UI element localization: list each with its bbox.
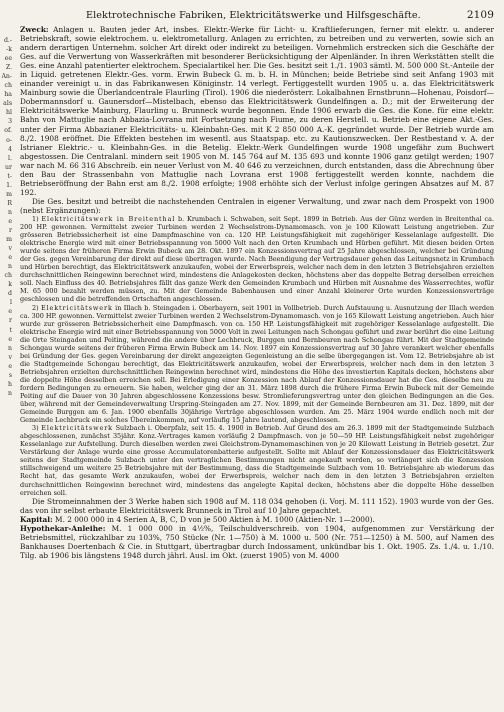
margin-fragment: t- xyxy=(7,172,12,180)
margin-fragment: R xyxy=(7,199,12,207)
margin-fragment: ch xyxy=(4,272,12,280)
centrals-intro: Die Ges. besitzt und betreibt die nachstehenden Centralen in eigener Verwaltung, und zwar nach dem Prospekt von 1900 (nebst Ergänzungen): xyxy=(20,196,494,215)
margin-fragment: 4 xyxy=(8,145,12,153)
margin-fragment: r xyxy=(9,226,12,234)
central-item-3-number: 3) xyxy=(32,424,39,433)
central-item-2-name: Elektricitätswerk xyxy=(40,303,113,312)
margin-fragment: ee xyxy=(4,55,12,63)
margin-fragment: e xyxy=(8,254,12,262)
page-number: 2109 xyxy=(466,9,494,21)
margin-fragment: 3 xyxy=(8,118,12,126)
margin-fragment: n xyxy=(8,389,12,397)
margin-fragment: d.- xyxy=(3,37,12,44)
central-item-2-number: 2) xyxy=(32,303,39,312)
central-item-1-text: b. Krumbach i. Schwaben, seit Sept. 1899 in Betrieb. Aus der Günz werden in Breitenthal ca. 200 HP. gewonnen. Vermittelst zweier Turbinen werden 2 Wechselstrom-Dynamomasch. von je 100 Kilowatt Leistung angetrieben. Zur grösseren Betriebssicherheit ist eine Dampfmaschine von ca. 120 HP. Leistungsfähigkeit mit zugehöriger Kesselanlage aufgestellt. Die elektrische Energie wird mit einer Betriebsspannung von 5000 Volt nach den Orten Krumbach und Hürben geführt. Mit diesen beiden Orten wurde seitens der früheren Firma Erwin Bubeck am 28. Okt. 1897 ein Konzessionsvertrag auf 25 Jahre abgeschlossen, welcher bei Gründung der Ges. gegen Vereinbarung der direkt auf diese übertragen wurde. Nach Beendigung der Vertragsdauer gehen das Leitungsnetz in Krumbach und Hürben berechtigt, das Elektricitätswerk anzukaufen, wobei der Erwerbspreis, welcher nach dem in den letzten 3 Betriebsjahren erzielten durchschnittlichen Reingewinn berechnet wird, mindestens die Anlagekosten decken, höchstens aber das doppelte Betrag derselben erreichen soll. Nach Einfluss des 40. Betriebsjahres fällt das ganze Werk den Gemeinden Krumbach und Hürben mit Ausnahme des Wasserrechtes, wofür M. 65 000 bezahlt werden müssen, zu. Mit der Gemeinde Babenhausen und einer Anzahl kleinerer Orte wurden Konzessionsverträge geschlossen und die betreffenden Ortschaften angeschlossen. xyxy=(20,214,494,304)
zweck-text: Anlagen u. Bauten jeder Art, insbes. Elektr.-Werke für Licht- u. Kraftlieferungen, ferner mit elektr. u. anderer Betriebskraft, sowie elektrochem. u. elektrometallurg. Anlagen zu errichten, zu betreiben und zu verwerten, sowie sich an andern derartigen Unternehm. solcher Art direkt oder indirekt zu beteiligen. Vornehmlich erstrecken sich die Geschäfte der Ges. auf die Verwertung von Wasserkräften mit besonderer Berücksichtigung der Alpenländer. In ihren Werkstätten stellt die Ges. eine Anzahl patentierter elektrochem. Specialartikel her. Die Ges. besitzt seit 1./1. 1903 sämtl. M. 500 000 St.-Anteile der in Liquid. getretenen Elektr.-Ges. vorm. Erwin Bubeck G. m. b. H. in München; beide Betriebe sind seit Anfang 1903 mit einander vereinigt u. in das Fabrikanwesen Königinstr. 14 verlegt. Fertiggestellt wurden 1905 u. a. das Elektricitätswerk Mainburg sowie die Überlandcentrale Flaurling (Tirol). 1906 die niederösterr. Lokalbahnen Ernstbrunn—Hohenau, Poisdorf—Dobermannsdorf u. Gaunersdorf—Mistelbach, ebenso das Elektricitätswerk Gundelfingen a. D.; mit der Erweiterung der Elektricitätswerke Mainburg, Flaurling u. Brunneck wurde begonnen. Ende 1906 erwarb die Ges. die Kone. für eine elektr. Bahn von Mattuglie nach Abbazia-Lovrana mit Fortsetzung nach Fiume, zu deren Herstell. u. Betrieb eine eigene Akt.-Ges. unter der Firma Abbazianer Elektricitäts- u. Kleinbahn-Ges. mit K 2 850 000 A.-K. gegründet wurde. Der Betrieb wurde am 8./2. 1908 eröffnet. Die Effekten bestehen im wesentl. aus Staatspap. etc. zu Kautionszwecken. Der Restbestand v. A. der Istrianer Elektric.- u. Kleinbahn-Ges. in die Betelig. Elektr.-Werk Gundelfingen wurde 1908 ungefähr zum Buchwert abgestossen. Die Centralanl. mindern seit 1905 von M. 145 764 auf M. 135 693 und konnte 1906 ganz getilgt werden; 1907 war nach M. 66 316 Abschreib. ein neuer Verlust von M. 40 646 zu verzeichnen, durch entstanden, dass die Abrechnung über den Bau der Strassenbahn von Mattuglie nach Lovrana erst 1908 fertiggestellt werden konnte, nachdem die Betriebseröffnung der Bahn erst am 8./2. 1908 erfolgte; 1908 erhöhte sich der Verlust infolge geringen Absatzes auf M. 87 192. xyxy=(20,25,494,197)
running-title: Elektrotechnische Fabriken, Elektricitätswerke und Hilfsgeschäfte. xyxy=(86,10,421,21)
margin-fragment: ch xyxy=(4,82,12,90)
margin-fragment: n xyxy=(8,208,12,216)
margin-fragment: h xyxy=(8,380,12,388)
margin-fragment: hl xyxy=(6,109,12,117)
margin-fragment: e xyxy=(8,335,12,343)
running-header xyxy=(86,9,494,23)
kapital-text: M. 2 000 000 in 4 Serien A, B, C, D von je 500 Aktien à M. 1000 (Aktien-Nr. 1—2000). xyxy=(52,514,375,524)
hypothek-paragraph xyxy=(20,524,494,560)
margin-fragment: ur xyxy=(5,163,12,171)
central-item-1 xyxy=(20,215,494,304)
margin-fragment: l. xyxy=(8,154,12,162)
margin-fragment: -k xyxy=(6,46,12,54)
kapital-label: Kapital: xyxy=(20,514,53,524)
margin-fragment: ha xyxy=(4,91,12,99)
hypothek-label: Hypothekar-Anleihe: xyxy=(20,523,106,533)
margin-fragment: k xyxy=(8,281,12,289)
margin-fragment: v xyxy=(8,353,12,361)
margin-fragment: t xyxy=(9,326,12,334)
margin-fragment: als xyxy=(3,100,12,108)
central-item-2 xyxy=(20,304,494,425)
margin-fragment: n xyxy=(8,344,12,352)
margin-fragment: e xyxy=(8,362,12,370)
margin-fragment: e xyxy=(8,217,12,225)
margin-fragment: l xyxy=(10,299,12,307)
central-item-3-text: Sulzbach i. Oberpfalz, seit 15. 4. 1900 in Betrieb. Auf Grund des am 26.3. 1899 mit der Stadtgemeinde Sulzbach abgeschlossenen, zunächst 35jähr. Konz.-Vertrages kamen vorläufig 2 Dampfmasch. von je 50—59 HP. Leistungsfähigkeit nebst zugehöriger Kesselanlage zur Aufstellung. Durch dieselben werden zwei Gleichstrom-Dynamomaschinen von je 20 Kilowatt Leistung in Betrieb gesetzt. Zur Verstärkung der Anlage wurde eine grosse Accumulatorenbatterie aufgestellt. Sollte mit Ablauf der Konzessionsdauer das Elektricitätswerk seitens der Stadtgemeinde Sulzbach unter den vertraglichen Bestimmungen nicht angekauft werden, so verlängert sich die Konzession stillschweigend um weitere 25 Betriebsjahre mit der Bestimmung, dass die Stadtgemeinde Sulzbach vom 10. Betriebsjahre ab wiederum das Recht hat, das gesamte Werk anzukaufen, wobei der Erwerbspreis, welcher nach dem in den letzten 3 Betriebsjahren erzielten durchschnittlichen Reingewinn berechnet wird, mindestens das angelegte Kapital decken, höchstens aber die doppelte Höhe desselben erreichen soll. xyxy=(20,424,494,497)
margin-fragment: An- xyxy=(1,73,12,81)
page-body xyxy=(20,25,494,703)
kapital-paragraph xyxy=(20,515,494,524)
margin-fragment: o- xyxy=(6,136,12,144)
central-item-1-name: Elektricitätswerk in Breitenthal xyxy=(41,214,176,223)
centrals-list xyxy=(20,215,494,497)
margin-fragment: m xyxy=(6,236,12,244)
previous-page-margin-fragments xyxy=(0,36,12,676)
margin-fragment: 1. xyxy=(6,181,12,189)
central-item-2-text: in Illach b. Steingaden i. Oberbayern, seit 1901 in Vollbetrieb. Durch Aufstauung u. Ausnutzung der Illach werden ca. 300 HP. gewonnen. Vermittelst zweier Turbinen werden 2 Wechselstrom-Dynamomasch. von je 165 Kilowatt Leistung angetrieben. Auch hier wurde zur grösseren Betriebssicherheit eine Dampfmasch. von ca. 150 HP. Leistungsfähigkeit mit zugehöriger Kesselanlage aufgestellt. Die elektrische Energie wird mit einer Betriebsspannung von 5000 Volt in zwei Leitungen nach Schongau geführt und zwar berührt die eine Leitung die Orte Steingaden und Peiting, während die andere über Lechbruck, Burggen und Bernbeuren nach Schongau führt. Mit der Stadtgemeinde Schongau wurde seitens der früheren Firma Erwin Bubeck am 14. Nov. 1897 ein Konzessionsvertrag auf 30 Jahre verankert welcher ebenfalls bei Gründung der Ges. gegen Vereinbarung der direkt angezeigten Gegenleistung an die selbe übergegangen ist. Vom 12. Betriebsjahre ab ist die Stadtgemeinde Schongau berechtigt, das Elektricitätswerk anzukaufen, wobei der Erwerbspreis, welcher nach dem in den letzten 3 Betriebsjahren erzielten durchschnittlichen Reingewinn berechnet wird, mindestens die Höhe des investierten Kapitals decken, höchstens aber die doppelte Höhe desselben erreichen soll. Bei Erledigung einer Konzession nach Ablauf der Konzessionsdauer hat die Ges. dieselbe neu zu fordern Bedingungen zu erneuern. Sie haben, welcher ging der an 31. März 1898 durch die frühere Firma Erwin Bubeck mit der Gemeinde Peiting auf die Dauer von 30 Jahren abgeschlossene Konzessions besw. Stromlieferungsvertrag unter den gleichen Bedingungen an die Ges. über, während mit der Gemeindeverwaltung Urspring-Steingaden am 27. Nov. 1899, mit der Gemeinde Bernbeuren am 31. Dez. 1899, mit der Gemeinde Burggen am 6. Jan. 1900 ebenfalls 30jährige Verträge abgeschlossen wurden. Am 25. März 1904 wurde endlich noch mit der Gemeinde Lechbruck ein solches Übereinkommen, auf vorläufig 15 Jahre lautend, abgeschlossen. xyxy=(20,303,494,425)
margin-fragment: s xyxy=(8,371,12,379)
central-item-3 xyxy=(20,424,494,496)
margin-fragment: Z. xyxy=(5,64,12,72)
hypothek-text: M. 1 000 000 in 4½%, Teilschuldverschreib. von 1904, aufgenommen zur Verstärkung der Betriebsmittel, rückzahlbar zu 103%, 750 Stücke (Nr. 1—750) à M. 1000 u. 500 (Nr. 751—1250) à M. 500, auf Namen des Bankhauses Doertenbach & Cie. in Stuttgart, übertragbar durch Indossament, unkündbar bis 1. Okt. 1905. Zs. 1./4. u. 1./10. Tilg. ab 1906 bis längstens 1948 durch jährl. Ausl. im Okt. (zuerst 1905) von M. 4000 xyxy=(20,523,494,560)
margin-fragment: e xyxy=(8,308,12,316)
zweck-paragraph xyxy=(20,25,494,197)
central-item-3-name: Elektricitätswerk xyxy=(41,424,113,433)
margin-fragment: v xyxy=(8,245,12,253)
margin-fragment: n xyxy=(8,263,12,271)
margin-fragment: d xyxy=(8,290,12,298)
margin-fragment: of. xyxy=(4,127,12,135)
margin-fragment: m xyxy=(6,190,12,198)
margin-fragment: r xyxy=(9,317,12,325)
zweck-label: Zweck: xyxy=(20,25,49,34)
central-item-1-number: 1) xyxy=(32,214,39,223)
current-revenue-note: Die Stromeinnahmen der 3 Werke haben sich 1908 auf M. 118 034 gehoben (i. Vorj. M. 111 152). 1903 wurde von der Ges. das von ihr selbst erbaute Elektricitätswerk Brunneck in Tirol auf 10 Jahre gepachtet. xyxy=(20,496,494,515)
